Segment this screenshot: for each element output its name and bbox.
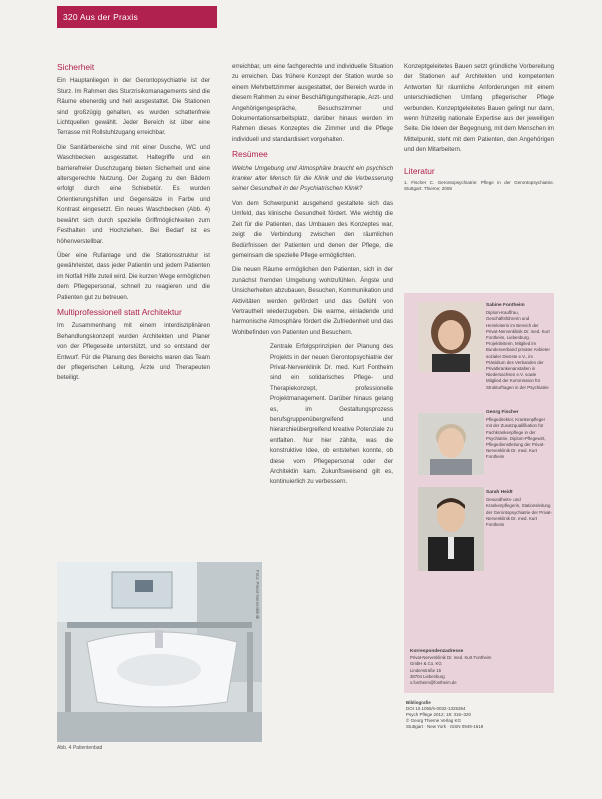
author-text: Diplom-Kauffrau, Geschäftsführerin und Heimleiterin im Bereich der Privat-Nervenklinik Dr. med. Kurt Fontheim, Liebenburg. Projektleiterin, Mitglied im Bundesverband privater Anbieter sozialer Dienste e.V., im Präsidium des Verbandes der Privatkrankenanstalten in Niedersachsen e.V. sowie Mitglied der Kommission für Strukturfragen in der Psychiatrie [486,310,550,390]
literature-entry: 1. Fischer C. Gerontopsychiatrie: Pflege in der Gerontopsychiatrie. Stuttgart: Thieme; 2008 [404,180,554,192]
literature-heading: Literatur [404,165,435,176]
author-text: Pflegedirektor, Krankenpfleger mit der Zusatzqualifikation für Fachkrankenpflege in der Psychiatrie, Diplom-Pflegewirt, Pflegedienstleitung der Privat-Nervenklinik Dr. med. Kurt Fontheim [486,417,546,460]
paragraph: Ein Hauptanliegen in der Gerontopsychiatrie ist der Sturz. Im Rahmen des Sturzrisikomanagements sind die Räume ebenerdig und hell ausgestattet. Die Stationen sind großzügig gehalten, es wurden schattenfreie Lichtquellen gewählt. Jeder Bereich ist über eine Terrasse mit Rollstuhlzugang erreichbar. [57,77,210,137]
address-line: s.fontheim@fontheim.de [410,680,457,686]
paragraph: Die neuen Räume ermöglichen den Patienten, sich in der zunächst fremden Umgebung wohlzufühlen. Ängste und Unsicherheiten abzubauen, Besuchen, Kommunikation und Aktivitäten werden gefördert und das Gefühl von Vertrautheit wiederzugeben. Die warme, einladende und harmonische Atmosphäre fördert die Zufriedenheit und das Wohlbefinden von Patienten und Besuchern. [232,266,393,336]
address-line: 38704 Liebenburg [410,673,445,679]
author-bio [486,410,552,461]
paragraph: Die Sanitärbereiche sind mit einer Dusche, WC und Waschbecken ausgestattet. Haltegriffe und ein barrierefreier Duschzugang bieten Sicherheit und eine altersgerechte Nutzung. Der Zugang zu den Bädern erfolgt durch eine Schiebetür. Es wurden Orientierungshilfen und Gegensätze in Farbe und Kontrast eingesetzt. Ein neues Waschbecken (Abb. 4) bewährt sich durch spezielle Griffmöglichkeiten zum Festhalten und Hochziehen. Bei Bedarf ist es höhenverstellbar. [57,143,210,245]
author-bio [486,490,552,528]
author-bio [486,303,552,391]
bibliography-line: Psych Pflege 2012; 18: 316–320 [406,712,472,717]
bibliography-title: Bibliografie [406,700,431,705]
address-line: Privat-Nervenklinik Dr. med. Kurt Fontheim [410,655,492,661]
bibliography-line: © Georg Thieme Verlag KG [406,718,462,723]
column-2 [232,62,393,492]
author-photo [418,413,484,475]
author-name: Georg Fischer [486,410,519,415]
figure-caption: Abb. 4 Patientenbad [57,745,103,751]
lead-paragraph: Welche Umgebung und Atmosphäre braucht ein psychisch kranker alter Mensch für die Klinik und die Verbesserung seiner Gesundheit in der Psychiatrischen Klinik? [232,164,393,193]
section-heading-sicherheit: Sicherheit [57,62,95,72]
correspondence-address [410,649,550,686]
bibliography [406,700,556,730]
author-photo [418,487,484,571]
paragraph: Im Zusammenhang mit einem interdisziplinären Behandlungskonzept wurden Architekten und Planer von der Pflegeseite unterstützt, und so entstand der Entwurf. Für die Planung des Bereichs waren das Team der pflegerischen Leitung, Ärzte und Therapeuten beteiligt. [57,322,210,382]
section-heading-multiprofessionell: Multiprofessionell statt Architektur [57,306,182,317]
column-3 [404,62,554,196]
section-heading-resuemee: Resümee [232,149,268,160]
photo-credit: Foto: Privat-Nervenklinik [255,570,260,620]
page-header-label: 320 Aus der Praxis [63,12,138,22]
paragraph: Über eine Rufanlage und die Stationsstruktur ist gewährleistet, dass jeder Patientin und jedem Patienten im Notfall Hilfe zuteil wird. Die kurzen Wege ermöglichen dem Pflegepersonal, schnell zu reagieren und die Patienten gut zu betreuen. [57,251,210,301]
paragraph: Von dem Schwerpunkt ausgehend gestaltete sich das Umfeld, das klinische Gesundheit fördert. Wie wichtig die Zeit für die Patienten, das Umbauen des Konzeptes war, zeigt die Verbindung zwischen den räumlichen Bedürfnissen der Patienten und denen der Pflege, die gemeinsam die spezielle Pflege ermöglichten. [232,199,393,259]
paragraph: Zentrale Erfolgsprinzipien der Planung des Projekts in der neuen Gerontopsychiatrie der Privat-Nervenklinik Dr. med. Kurt Fontheim sind ein solidarisches Pflege- und Therapiekonzept, professionelle Projektmanagement. Darüber hinaus gelang es, im Gestaltungsprozess berufsgruppenübergreifend und hierarchieübergreifend kreative Potenziale zu entfalten. Nur hier zählte, was die konstruktive Idee, ob entstehen konnte, ob diese vom Pflegepersonal oder der Architektin kam. Zukunftsweisend gilt es, kontinuierlich zu verbessern. [270,343,393,486]
author-name: Sarah Heidt [486,490,513,495]
column-1 [57,62,210,388]
author-name: Sabine Fontheim [486,303,525,308]
bibliography-line: DOI 10.1055/s-0032-1325354 [406,706,466,711]
author-photo [418,302,484,372]
author-text: Gesundheits- und Krankenpflegerin, Stationsleitung der Gerontopsychiatrie der Privat-Nervenklinik Dr. med. Kurt Fontheim [486,497,552,528]
address-line: Lindenstraße 15 [410,667,442,673]
bathroom-photo [57,562,262,742]
bibliography-line: Stuttgart · New York · ISSN 0949-1619 [406,724,484,729]
address-title: Korrespondenzadresse [410,649,464,654]
paragraph: Konzeptgeleitetes Bauen setzt gründliche Vorbereitung der Stationen auf Architekten und kompetenten Antworten für räumliche Anforderungen mit einem unterschiedlichen Umfang pflegerischer Pflege verbunden. Konzeptgeleitetes Bauen gelingt nur dann, wenn frühzeitig nationale Expertise aus der jeweiligen Seite. Die Ideen der Begegnung, mit dem Menschen im Mittelpunkt, steht mit dem Patienten, den Angehörigen und den Mitarbeitern. [404,63,554,154]
paragraph: erreichbar, um eine fachgerechte und individuelle Situation zu erreichen. Das frühere Konzept der Station wurde so einem Mehrbettzimmer ausgestattet, der Bereich wurde in diesem Rahmen zu einer Beschäftigungstherapie, Arzt- und Angehörigengespräche, Besuchszimmer und Dokumentationsarbeitsplatz, darüber hinaus werden im Rahmen dieses Konzeptes die Zimmer und die Pflege individuell und standardisiert vorgehalten. [232,63,393,143]
page-header-bar [57,6,217,28]
address-line: GmbH & Co. KG [410,661,442,667]
